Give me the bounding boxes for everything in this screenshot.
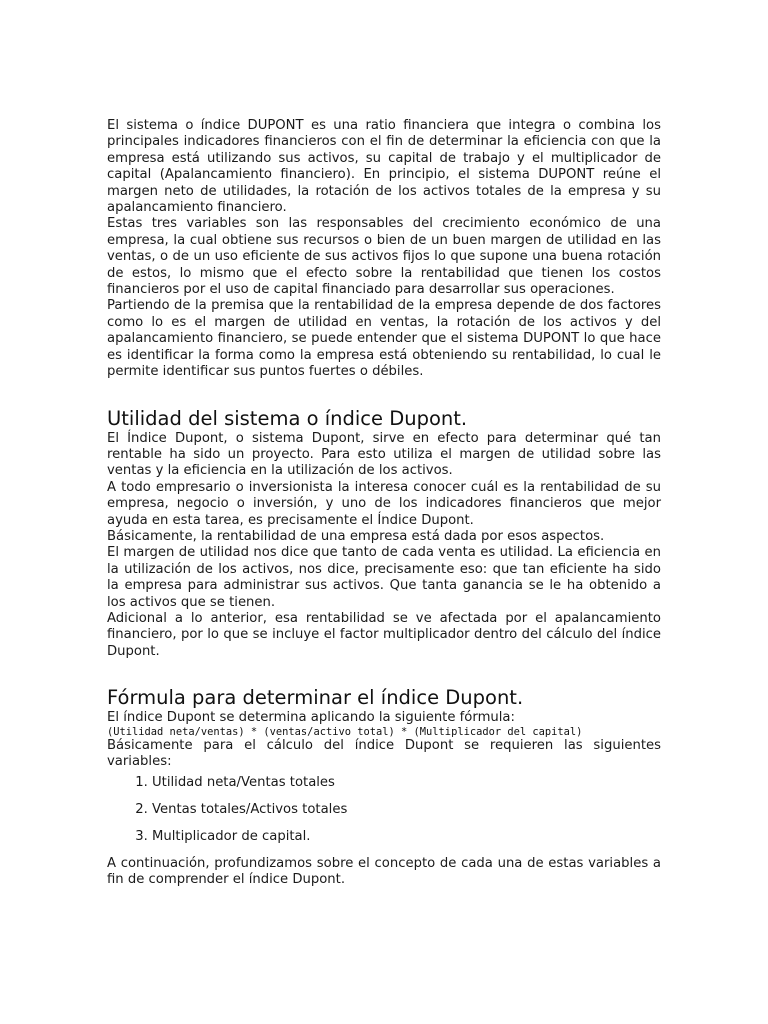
formula-intro: El índice Dupont se determina aplicando la siguiente fórmula: (107, 710, 515, 726)
closing-paragraph: A continuación, profundizamos sobre el concepto de cada una de estas variables a fin de comprender el índice Dupont. (107, 855, 661, 888)
section-heading-formula: Fórmula para determinar el índice Dupont. (107, 686, 524, 710)
variables-list (107, 775, 661, 845)
paragraph: El margen de utilidad nos dice que tanto de cada venta es utilidad. La eficiencia en la utilización de los activos, nos dice, precisamente eso: que tan eficiente ha sido la empresa para administrar sus activos. Que tanta ganancia se le ha obtenido a los activos que se tienen. (107, 545, 661, 610)
variables-intro: Básicamente para el cálculo del índice Dupont se requieren las siguientes variables: (107, 737, 661, 770)
paragraph: A todo empresario o inversionista la interesa conocer cuál es la rentabilidad de su empresa, negocio o inversión, y uno de los indicadores financieros que mejor ayuda en esta tarea, es precisamente el Índice Dupont. (107, 479, 661, 528)
formula-code: (Utilidad neta/ventas) * (ventas/activo total) * (Multiplicador del capital) (107, 725, 583, 738)
paragraph: El Índice Dupont, o sistema Dupont, sirve en efecto para determinar qué tan rentable ha sido un proyecto. Para esto utiliza el margen de utilidad sobre las ventas y la eficiencia en la utilización de los activos. (107, 430, 661, 479)
list-item: 3. Multiplicador de capital. (152, 829, 661, 845)
paragraph: Partiendo de la premisa que la rentabilidad de la empresa depende de dos factores como lo es el margen de utilidad en ventas, la rotación de los activos y del apalancamiento financiero, se puede entender que el sistema DUPONT lo que hace es identificar la forma como la empresa está obteniendo su rentabilidad, lo cual le permite identificar sus puntos fuertes o débiles. (107, 298, 661, 380)
document-page (107, 118, 661, 888)
list-item: 1. Utilidad neta/Ventas totales (152, 775, 661, 791)
list-item: 2. Ventas totales/Activos totales (152, 802, 661, 818)
paragraph: Adicional a lo anterior, esa rentabilidad se ve afectada por el apalancamiento financiero, por lo que se incluye el factor multiplicador dentro del cálculo del índice Dupont. (107, 610, 661, 659)
paragraph: Básicamente, la rentabilidad de una empresa está dada por esos aspectos. (107, 528, 605, 544)
paragraph: Estas tres variables son las responsables del crecimiento económico de una empresa, la cual obtiene sus recursos o bien de un buen margen de utilidad en las ventas, o de un uso eficiente de sus activos fijos lo que supone una buena rotación de estos, lo mismo que el efecto sobre la rentabilidad que tienen los costos financieros por el uso de capital financiado para desarrollar sus operaciones. (107, 216, 661, 298)
paragraph: El sistema o índice DUPONT es una ratio financiera que integra o combina los principales indicadores financieros con el fin de determinar la eficiencia con que la empresa está utilizando sus activos, su capital de trabajo y el multiplicador de capital (Apalancamiento financiero). En principio, el sistema DUPONT reúne el margen neto de utilidades, la rotación de los activos totales de la empresa y su apalancamiento financiero. (107, 118, 661, 216)
section-heading-utilidad: Utilidad del sistema o índice Dupont. (107, 406, 468, 430)
